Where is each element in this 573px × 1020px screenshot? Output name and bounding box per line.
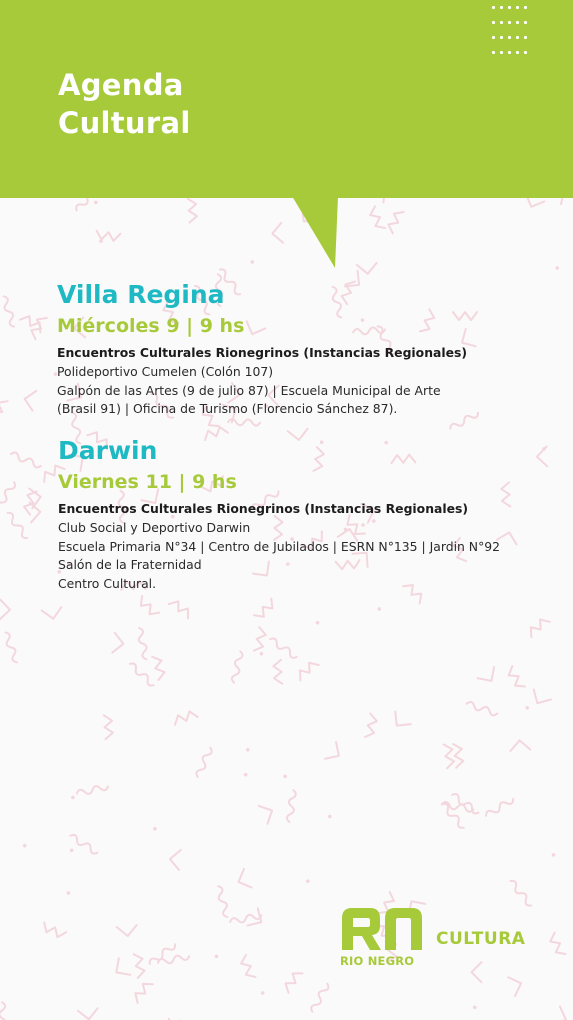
event-venue-line: Polideportivo Cumelen (Colón 107): [57, 364, 274, 379]
pattern-mark: [69, 833, 99, 855]
pattern-mark: [548, 933, 566, 958]
pattern-mark: [104, 715, 114, 739]
pattern-mark: [453, 743, 464, 768]
pattern-mark: [215, 885, 230, 917]
pattern-mark: [136, 627, 149, 660]
pattern-mark: [41, 923, 66, 940]
event-venue-line: Centro Cultural.: [58, 575, 157, 591]
pattern-mark: [529, 690, 551, 709]
pattern-mark: [525, 706, 529, 710]
pattern-mark: [325, 742, 344, 764]
pattern-mark: [315, 620, 320, 625]
pattern-mark: [259, 802, 277, 824]
pattern-mark: [70, 848, 74, 852]
pattern-mark: [501, 483, 510, 507]
pattern-mark: [0, 398, 8, 423]
pattern-mark: [228, 419, 260, 426]
pattern-mark: [1, 295, 17, 327]
rn-logo-mark: [340, 904, 424, 952]
event-venue-line: Salón de la Fraternidad: [58, 557, 202, 572]
pattern-mark: [553, 1007, 569, 1020]
event-city: Darwin: [58, 436, 158, 465]
pattern-mark: [260, 991, 265, 996]
pattern-mark: [282, 969, 303, 993]
logo-label: CULTURA: [436, 929, 526, 949]
title-line-2: Cultural: [58, 106, 191, 140]
pattern-mark: [10, 451, 42, 469]
pattern-mark: [377, 607, 382, 612]
pattern-mark: [23, 389, 37, 411]
event-venue-line: Galpón de las Artes (9 de julio 87) | Escuela Municipal de Arte: [57, 382, 441, 398]
pattern-mark: [153, 827, 157, 831]
pattern-mark: [152, 655, 166, 680]
pattern-mark: [478, 667, 500, 686]
pattern-mark: [259, 651, 264, 656]
event-title: Encuentros Culturales Rionegrinos (Instancias Regionales): [58, 501, 469, 516]
pattern-mark: [71, 795, 75, 799]
pattern-mark: [485, 796, 515, 818]
pattern-mark: [111, 958, 131, 980]
pattern-mark: [295, 659, 319, 681]
event-villa-regina: [57, 280, 467, 419]
pattern-mark: [508, 974, 524, 996]
pattern-mark: [3, 631, 20, 663]
dots-decoration: [492, 6, 532, 70]
pattern-mark: [526, 616, 550, 638]
logo-subtitle: RIO NEGRO: [340, 954, 415, 968]
pattern-mark: [169, 849, 181, 870]
pattern-mark: [78, 1008, 99, 1020]
pattern-mark: [268, 637, 298, 660]
pattern-mark: [510, 740, 531, 751]
pattern-mark: [137, 596, 160, 618]
pattern-mark: [231, 651, 243, 684]
pattern-mark: [283, 774, 288, 779]
rio-negro-cultura-logo: [340, 904, 550, 974]
event-venue-line: (Brasil 91) | Oficina de Turismo (Florencio Sánchez 87).: [57, 401, 398, 416]
pattern-mark: [440, 802, 466, 830]
event-city: Villa Regina: [57, 280, 225, 309]
pattern-mark: [497, 530, 519, 545]
pattern-mark: [310, 982, 330, 1013]
pattern-mark: [131, 979, 152, 1003]
pattern-mark: [0, 481, 17, 511]
pattern-mark: [537, 446, 548, 466]
pattern-mark: [365, 714, 378, 739]
page-title: [58, 66, 191, 142]
pattern-mark: [214, 954, 219, 959]
pattern-mark: [66, 891, 71, 896]
pattern-mark: [466, 701, 498, 717]
pattern-mark: [243, 772, 248, 777]
event-title: Encuentros Culturales Rionegrinos (Instancias Regionales): [57, 345, 468, 360]
pattern-mark: [128, 662, 156, 688]
pattern-mark: [328, 814, 332, 818]
pattern-mark: [112, 633, 124, 654]
pattern-mark: [239, 955, 256, 980]
pattern-mark: [389, 712, 411, 732]
event-venue-line: Escuela Primaria N°34 | Centro de Jubilados | ESRN N°135 | Jardin N°92: [58, 538, 501, 554]
title-line-1: Agenda: [58, 68, 184, 102]
pattern-mark: [473, 1005, 477, 1009]
event-venue-line: Club Social y Deportivo Darwin: [58, 520, 251, 535]
pattern-mark: [254, 627, 267, 652]
pattern-mark: [22, 843, 27, 848]
pattern-mark: [254, 599, 277, 621]
pattern-mark: [273, 660, 282, 684]
pattern-mark: [172, 709, 197, 724]
pattern-mark: [0, 600, 10, 620]
pattern-mark: [169, 598, 193, 619]
event-date: Miércoles 9 | 9 hs: [57, 315, 245, 337]
pattern-mark: [245, 747, 250, 752]
pattern-mark: [235, 869, 252, 891]
pattern-mark: [506, 666, 526, 691]
pattern-mark: [286, 790, 296, 822]
pattern-mark: [0, 1002, 6, 1020]
pattern-mark: [42, 607, 63, 620]
pattern-mark: [444, 743, 455, 768]
pattern-mark: [305, 879, 310, 884]
pattern-mark: [117, 925, 138, 937]
pattern-mark: [195, 746, 213, 778]
pattern-mark: [134, 953, 146, 978]
pattern-mark: [450, 792, 480, 815]
event-date: Viernes 11 | 9 hs: [58, 471, 237, 493]
event-darwin: [58, 436, 500, 593]
pattern-mark: [5, 511, 29, 540]
pattern-mark: [76, 783, 109, 796]
pattern-mark: [551, 853, 555, 857]
